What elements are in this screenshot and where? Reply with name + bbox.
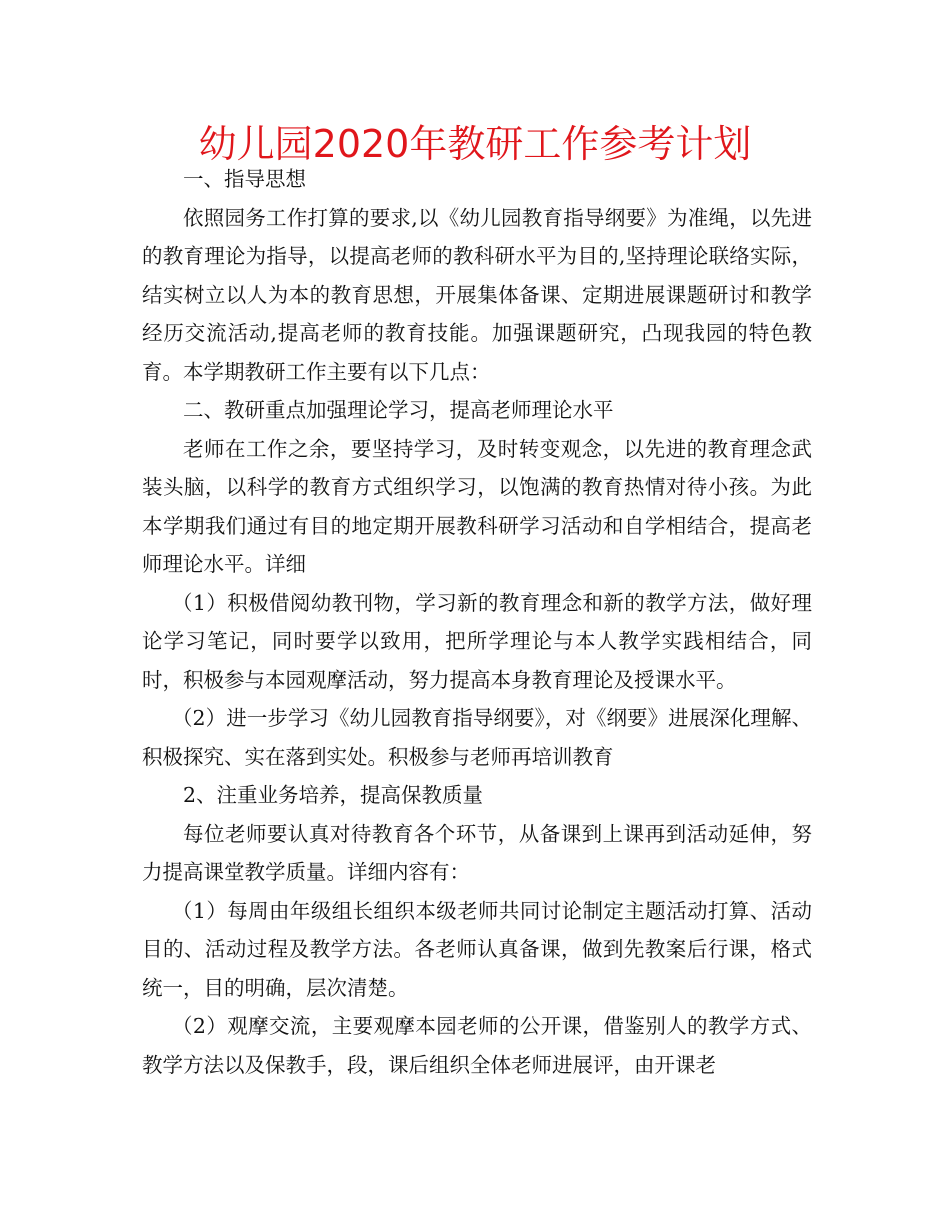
list-item: （2）观摩交流，主要观摩本园老师的公开课，借鉴别人的教学方式、教学方法以及保教手，段，课后组织全体老师进展评，由开课老 bbox=[142, 1014, 812, 1077]
list-item: （1）积极借阅幼教刊物，学习新的教育理念和新的教学方法，做好理论学习笔记，同时要学以致用，把所学理论与本人教学实践相结合，同时，积极参与本园观摩活动，努力提高本身教育理论及授课水平。 bbox=[142, 590, 812, 692]
paragraph: 依照园务工作打算的要求,以《幼儿园教育指导纲要》为准绳，以先进的教育理论为指导，以提高老师的教科研水平为目的,坚持理论联络实际，结实树立以人为本的教育思想，开展集体备课、定期进展课题研讨和教学经历交流活动,提高老师的教育技能。加强课题研究，凸现我园的特色教育。本学期教研工作主要有以下几点： bbox=[142, 205, 812, 384]
document-title: 幼儿园2020年教研工作参考计划 bbox=[198, 122, 752, 166]
heading-guiding-ideology: 一、指导思想 bbox=[183, 167, 306, 191]
list-item: （1）每周由年级组长组织本级老师共同讨论制定主题活动打算、活动目的、活动过程及教学方法。各老师认真备课，做到先教案后行课，格式统一，目的明确，层次清楚。 bbox=[142, 898, 812, 1000]
heading-professional-training: 2、注重业务培养，提高保教质量 bbox=[183, 783, 484, 807]
document-body bbox=[142, 160, 812, 1084]
heading-research-focus: 二、教研重点加强理论学习，提高老师理论水平 bbox=[183, 398, 614, 422]
paragraph: 每位老师要认真对待教育各个环节，从备课到上课再到活动延伸，努力提高课堂教学质量。详细内容有： bbox=[142, 821, 812, 884]
list-item: （2）进一步学习《幼儿园教育指导纲要》，对《纲要》进展深化理解、积极探究、实在落到实处。积极参与老师再培训教育 bbox=[142, 706, 812, 769]
paragraph: 老师在工作之余，要坚持学习，及时转变观念，以先进的教育理念武装头脑，以科学的教育方式组织学习，以饱满的教育热情对待小孩。为此本学期我们通过有目的地定期开展教科研学习活动和自学相结合，提高老师理论水平。详细 bbox=[142, 436, 812, 576]
